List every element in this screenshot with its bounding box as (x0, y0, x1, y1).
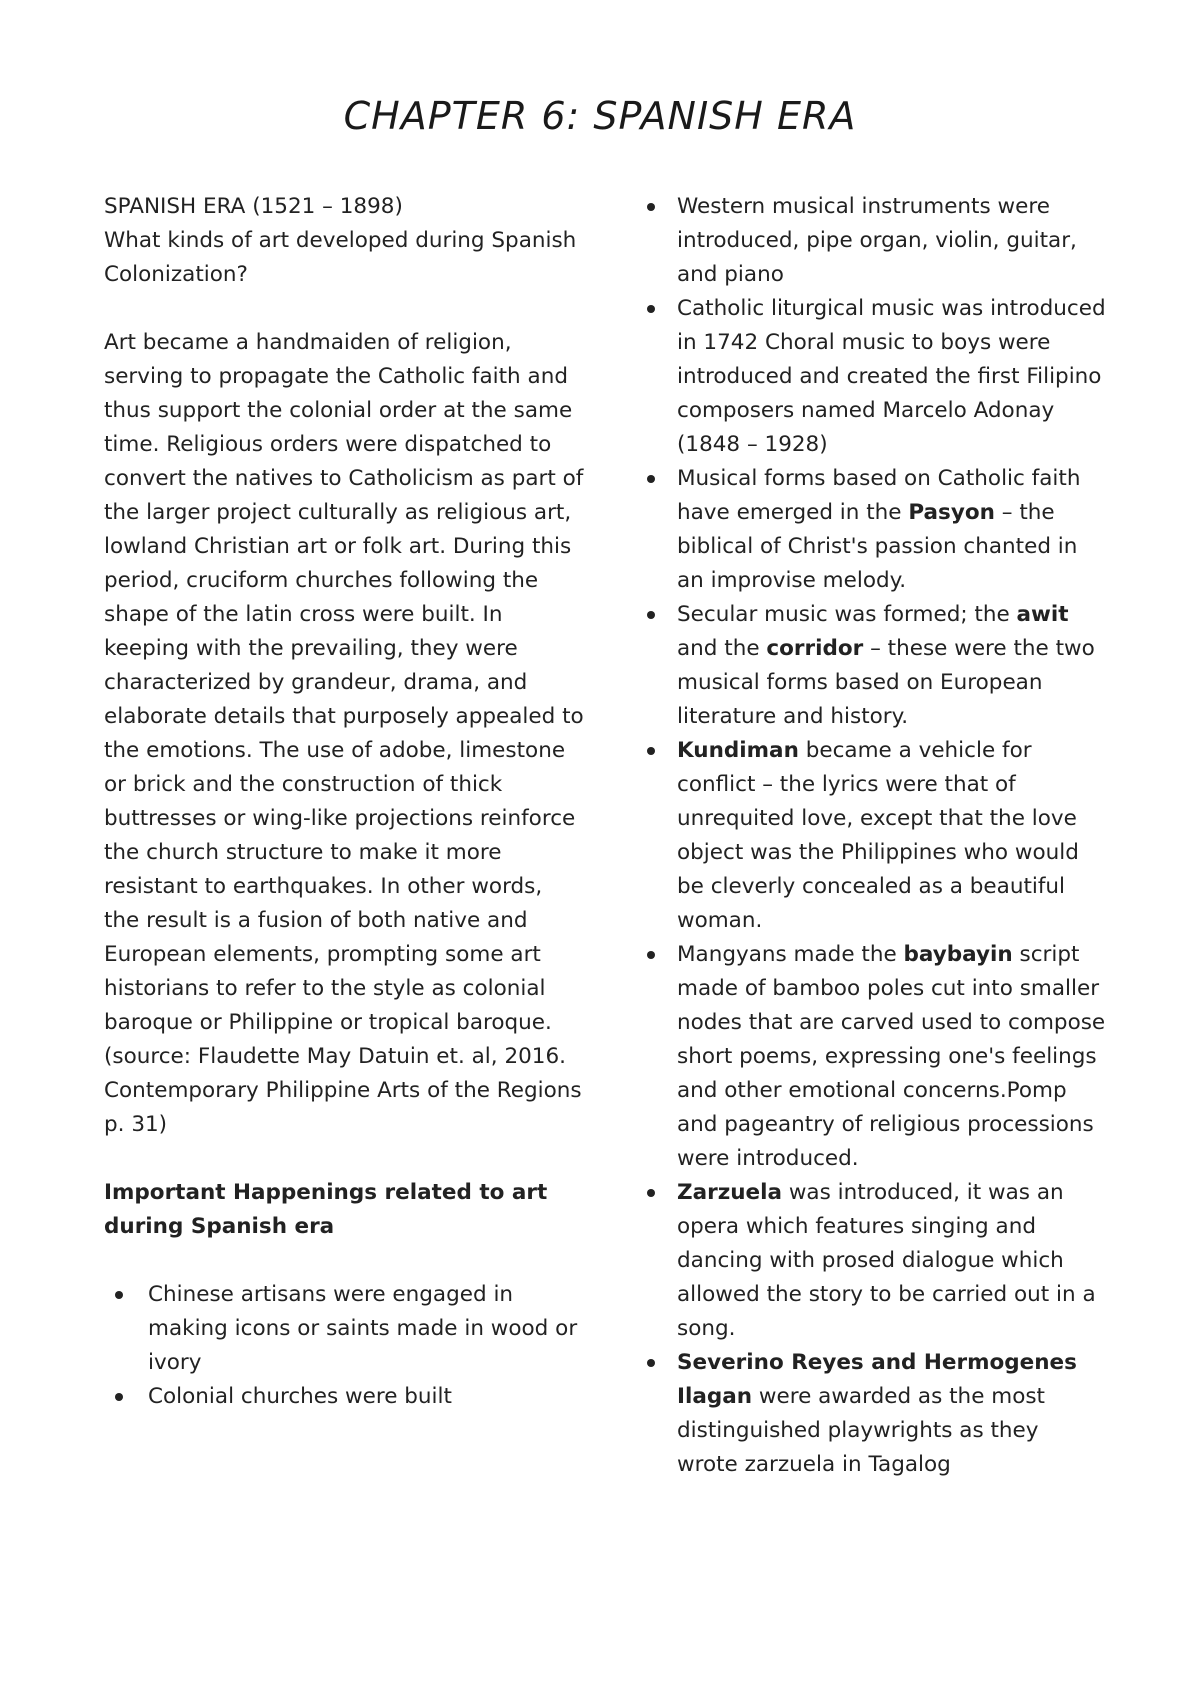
item-text: became a vehicle for conflict – the lyrics were that of unrequited love, except that the love object was the Philippines who would be cleverly concealed as a beautiful woman. (677, 738, 1079, 933)
happenings-heading: Important Happenings related to art during Spanish era (104, 1180, 548, 1239)
item-text: – these were the two musical forms based on European literature and history. (677, 636, 1095, 729)
item-text: and the (677, 636, 767, 661)
item-text: Mangyans made the (677, 942, 904, 967)
item-text: Secular music was formed; the (677, 602, 1017, 627)
bold-term: Zarzuela (677, 1180, 782, 1205)
right-column (636, 190, 1106, 1482)
bold-term: baybayin (903, 942, 1013, 967)
list-item: Chinese artisans were engaged in making icons or saints made in wood or ivory (104, 1278, 584, 1380)
era-heading: SPANISH ERA (1521 – 1898) (104, 194, 403, 219)
item-text: was introduced, it was an opera which features singing and dancing with prosed dialogue which allowed the story to be carried out in a song. (677, 1180, 1096, 1341)
era-question: What kinds of art developed during Spanish Colonization? (104, 228, 577, 287)
right-bullet-list (636, 190, 1106, 1482)
list-item (636, 1176, 1106, 1346)
list-item (636, 190, 1106, 292)
list-item (636, 292, 1106, 462)
item-text: script made of bamboo poles cut into smaller nodes that are carved used to compose short poems, expressing one's feelings and other emotional concerns.Pomp and pageantry of religious processions were introduced. (677, 942, 1106, 1171)
list-item (636, 938, 1106, 1176)
item-text: were awarded as the most distinguished playwrights as they wrote zarzuela in Tagalog (677, 1384, 1045, 1477)
bold-term: Kundiman (677, 738, 799, 763)
bold-term: awit (1016, 602, 1069, 627)
intro-paragraph: Art became a handmaiden of religion, serving to propagate the Catholic faith and thus support the colonial order at the same time. Religious orders were dispatched to convert the natives to Catholicism as part of the larger project culturally as religious art, lowland Christian art or folk art. During this period, cruciform churches following the shape of the latin cross were built. In keeping with the prevailing, they were characterized by grandeur, drama, and elaborate details that purposely appealed to the emotions. The use of adobe, limestone or brick and the construction of thick buttresses or wing-like projections reinforce the church structure to make it more resistant to earthquakes. In other words, the result is a fusion of both native and European elements, prompting some art historians to refer to the style as colonial baroque or Philippine or tropical baroque. (source: Flaudette May Datuin et. al, 2016. Contemporary Philippine Arts of the Regions p. 31) (104, 330, 584, 1137)
list-item (636, 734, 1106, 938)
bold-term: Severino Reyes and Hermogenes Ilagan (677, 1350, 1077, 1409)
item-text: – the biblical of Christ's passion chanted in an improvise melody. (677, 500, 1078, 593)
left-bullet-list (104, 1278, 584, 1414)
item-text: Western musical instruments were introduced, pipe organ, violin, guitar, and piano (677, 194, 1077, 287)
list-item (636, 598, 1106, 734)
item-text: Musical forms based on Catholic faith have emerged in the (677, 466, 1081, 525)
bold-term: corridor (766, 636, 864, 661)
list-item (636, 1346, 1106, 1482)
list-item: Colonial churches were built (104, 1380, 584, 1414)
list-item (636, 462, 1106, 598)
left-column (104, 190, 584, 1414)
page-title: CHAPTER 6: SPANISH ERA (343, 94, 857, 138)
bold-term: Pasyon (908, 500, 995, 525)
item-text: Catholic liturgical music was introduced in 1742 Choral music to boys were introduced and created the first Filipino composers named Marcelo Adonay (1848 – 1928) (677, 296, 1106, 457)
